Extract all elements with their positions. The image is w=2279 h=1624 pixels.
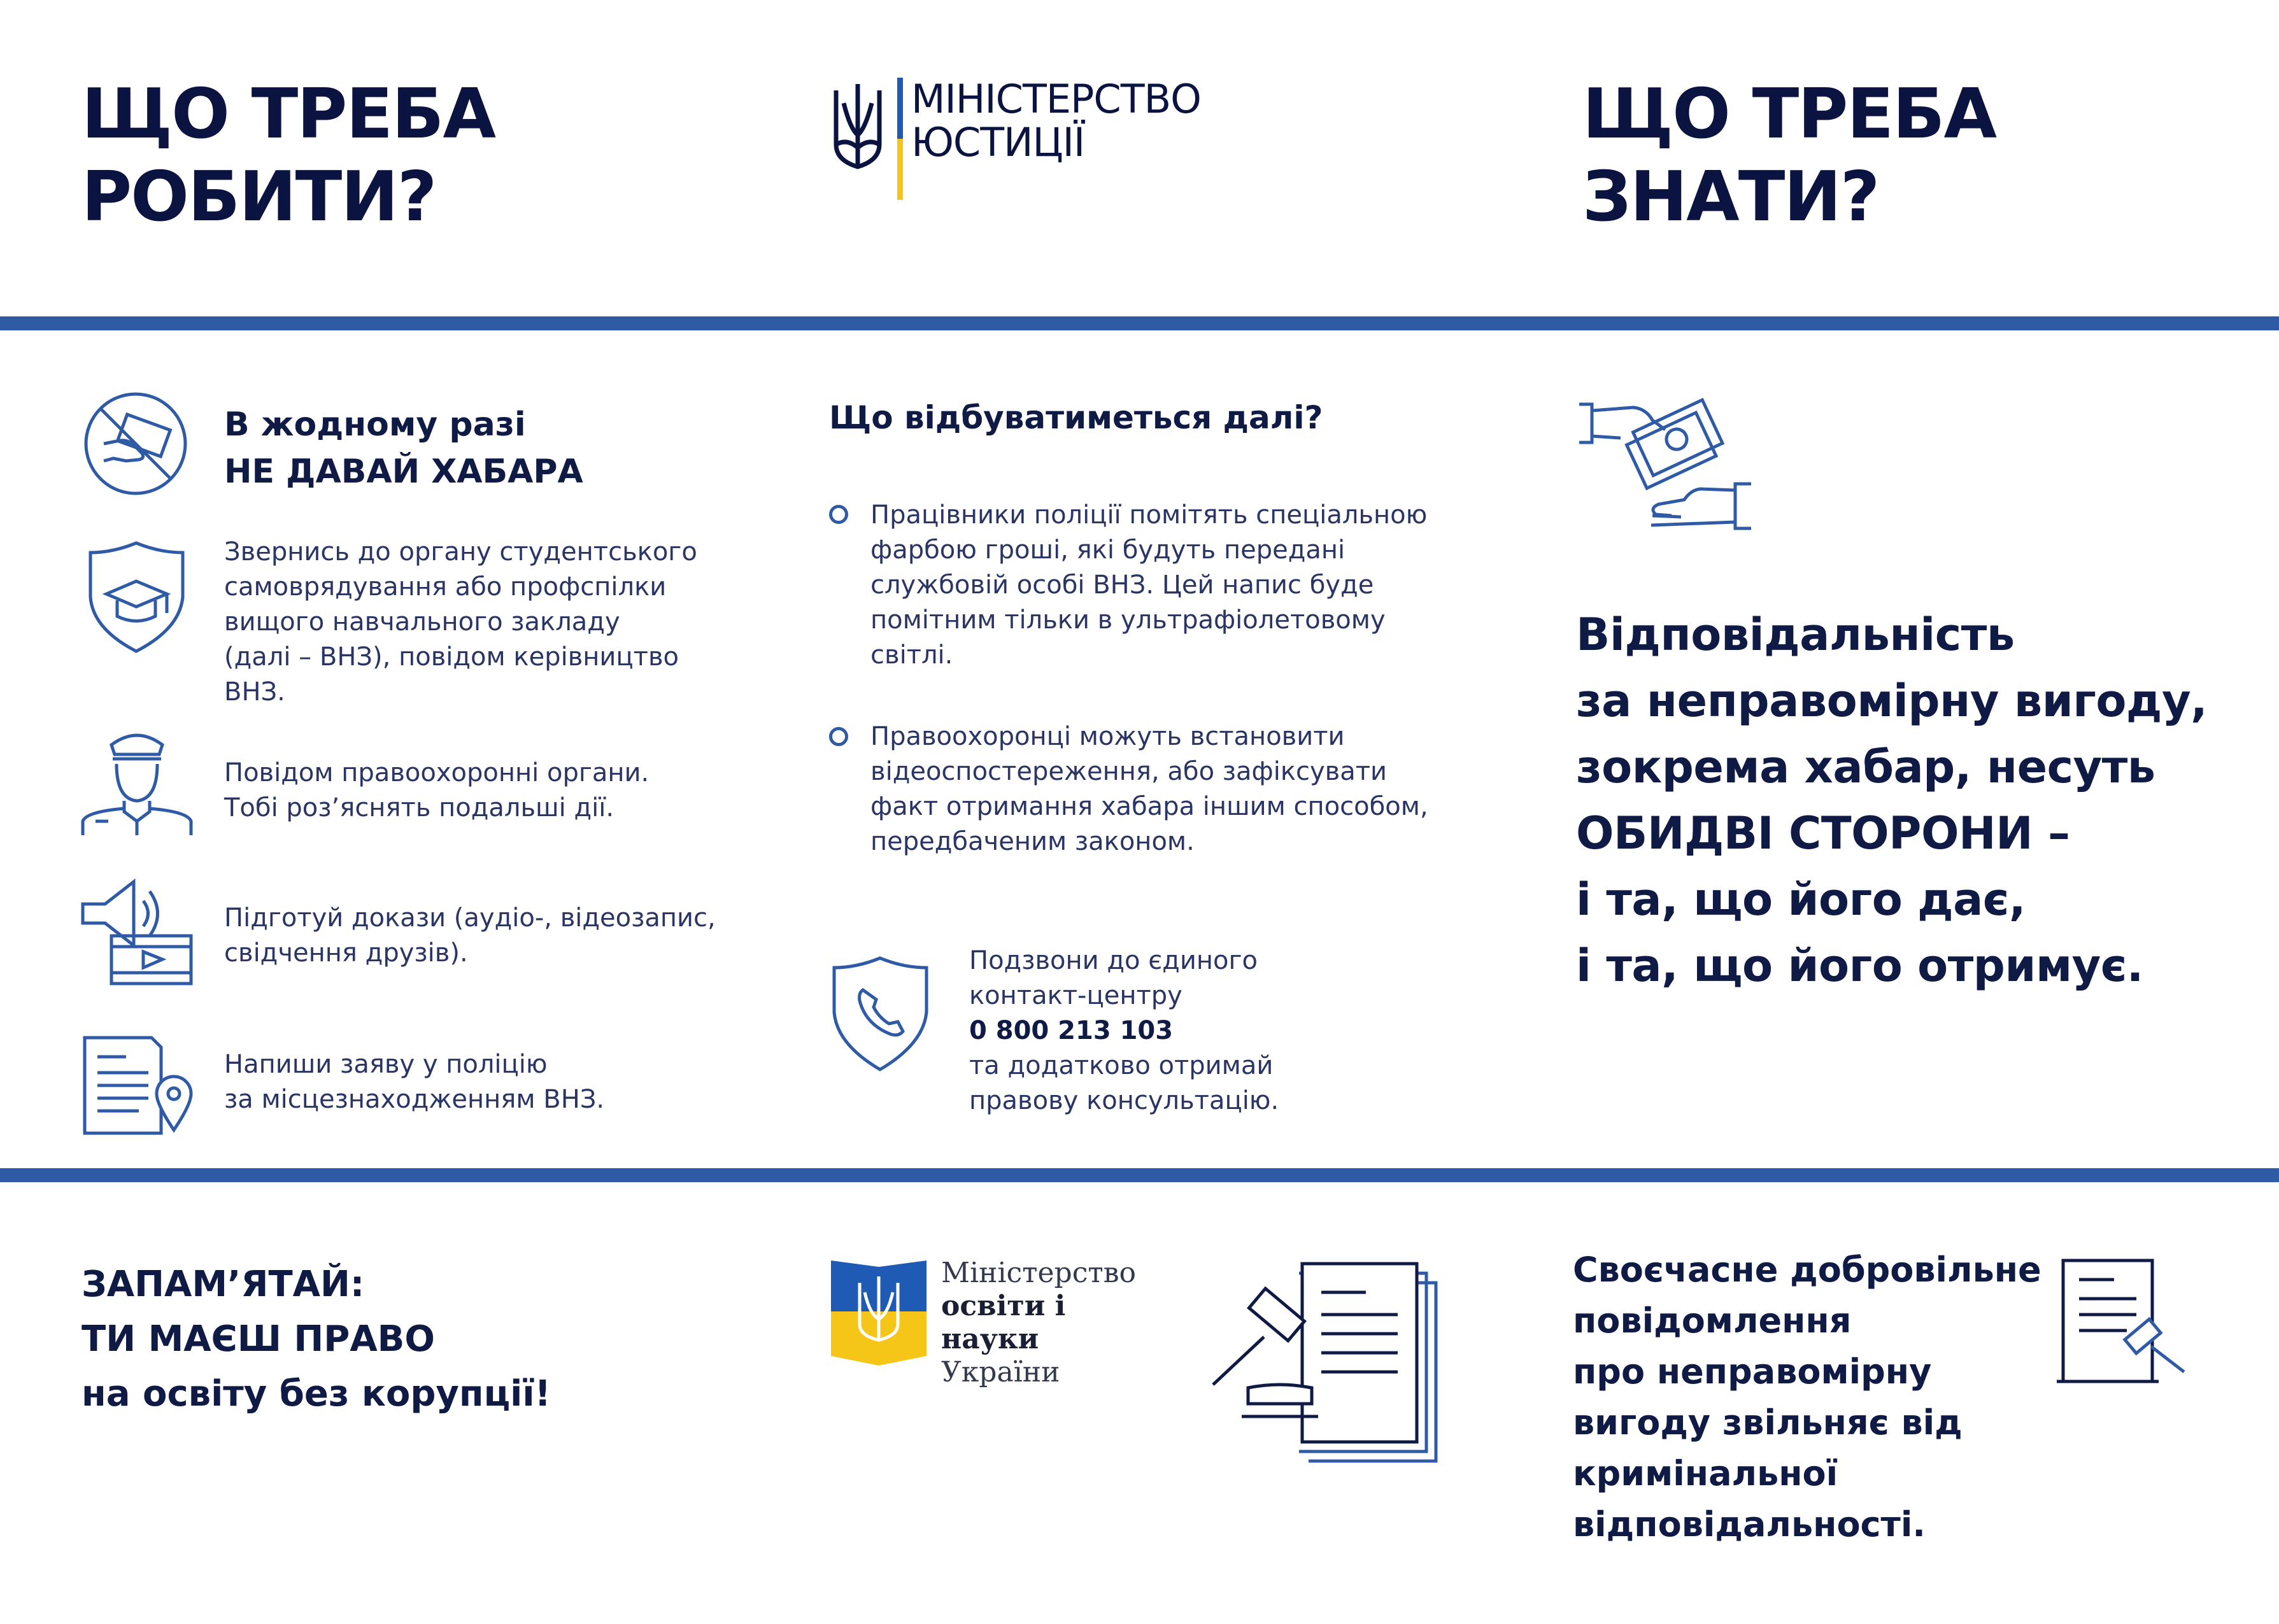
remember-line: ТИ МАЄШ ПРАВО (82, 1318, 435, 1360)
moe-line: України (941, 1356, 1060, 1388)
bottom-divider (0, 1168, 2279, 1182)
bullet-2-line: відеоспостереження, або зафіксувати (870, 757, 1388, 786)
bullet-1-line: помітним тільки в ультрафіолетовому (870, 605, 1386, 635)
left-title-line2: РОБИТИ? (82, 157, 436, 237)
gavel-documents-icon (1207, 1257, 1461, 1467)
phone-number-link[interactable]: 0 800 213 103 (969, 1016, 1174, 1045)
bullet-1-line: світлі. (870, 640, 953, 670)
logo-text (911, 78, 1201, 164)
moe-emblem-icon (828, 1254, 930, 1369)
statement-line: ОБИДВІ СТОРОНИ – (1576, 807, 2070, 859)
no-bribe-heading (224, 401, 583, 495)
contact-line: та додатково отримай (969, 1051, 1274, 1080)
voluntary-line: про неправомірну (1573, 1352, 1932, 1392)
bullet-1-icon (829, 505, 848, 524)
bullet-1-line: фарбою гроші, які будуть передані (870, 535, 1345, 565)
item-4-line: за місцезнаходженням ВНЗ. (224, 1085, 605, 1114)
voluntary-line: Своєчасне добровільне (1573, 1250, 2041, 1290)
bullet-1-line: службовій особі ВНЗ. Цей напис буде (870, 570, 1374, 600)
bullet-2-icon (829, 727, 848, 746)
right-title-line2: ЗНАТИ? (1582, 157, 1879, 237)
no-bribe-heading-line1: В жодному разі (224, 406, 526, 444)
voluntary-line: вигоду звільняє від (1573, 1402, 1963, 1443)
document-gavel-icon (2057, 1257, 2194, 1391)
what-next-heading: Що відбуватиметься далі? (829, 399, 1323, 436)
remember-block (82, 1257, 551, 1422)
logo-line2: ЮСТИЦІЇ (911, 119, 1085, 166)
moe-line: освіти і науки (941, 1290, 1066, 1355)
bullet-1-text (870, 498, 1427, 673)
item-1-line: Звернись до органу студентського (224, 537, 697, 567)
moe-line: Міністерство (941, 1257, 1136, 1289)
no-money-icon (82, 390, 190, 498)
moe-text (941, 1257, 1172, 1389)
logo-line1: МІНІСТЕРСТВО (911, 76, 1201, 122)
flag-yellow-bar (897, 139, 903, 200)
top-divider (0, 316, 2279, 330)
remember-line: на освіту без корупції! (82, 1373, 551, 1415)
statement-line: за неправомірну вигоду, (1576, 675, 2208, 727)
document-location-icon (82, 1034, 196, 1136)
statement-line: Відповідальність (1576, 609, 2015, 661)
trident-icon (831, 84, 885, 173)
left-title-line1: ЩО ТРЕБА (82, 74, 495, 154)
ministry-justice-logo (831, 78, 1200, 205)
remember-line: ЗАПАМ’ЯТАЙ: (82, 1264, 365, 1305)
item-3-line: Підготуй докази (аудіо-, відеозапис, (224, 903, 716, 933)
contact-center-text (969, 943, 1279, 1119)
statement-line: і та, що його дає, (1576, 873, 2026, 926)
voluntary-line: кримінальної (1573, 1453, 1838, 1493)
voluntary-line: повідомлення (1573, 1301, 1852, 1341)
item-3-line: свідчення друзів). (224, 938, 468, 968)
contact-line: Подзвони до єдиного (969, 946, 1258, 975)
bullet-2-line: передбаченим законом. (870, 827, 1195, 856)
bullet-1-line: Працівники поліції помітять спеціальною (870, 500, 1428, 530)
item-1-line: вищого навчального закладу (224, 607, 620, 637)
bribe-handover-icon (1576, 395, 1754, 538)
no-bribe-heading-line2: НЕ ДАВАЙ ХАБАРА (224, 453, 583, 491)
item-2-line: Тобі роз’яснять подальші дії. (224, 793, 614, 823)
voluntary-report-block (1573, 1245, 2041, 1550)
left-title (82, 73, 495, 239)
item-4-text (224, 1047, 604, 1117)
phone-shield-icon (828, 955, 933, 1073)
voluntary-line: відповідальності. (1573, 1504, 1926, 1544)
ministry-education-logo (828, 1254, 1172, 1388)
item-4-line: Напиши заяву у поліцію (224, 1050, 548, 1079)
item-1-line: (далі – ВНЗ), повідом керівництво (224, 642, 679, 672)
police-officer-icon (80, 726, 194, 837)
contact-line: правову консультацію. (969, 1086, 1279, 1115)
item-3-text (224, 901, 716, 971)
statement-line: і та, що його отримує. (1576, 940, 2143, 992)
bullet-2-line: факт отримання хабара іншим способом, (870, 792, 1428, 821)
audio-video-icon (80, 875, 194, 987)
item-1-text (224, 535, 697, 710)
bullet-2-text (870, 719, 1428, 859)
responsibility-statement (1576, 602, 2207, 999)
item-2-line: Повідом правоохоронні органи. (224, 758, 650, 787)
right-title-line1: ЩО ТРЕБА (1582, 74, 1996, 154)
contact-line: контакт-центру (969, 981, 1182, 1010)
item-1-line: самоврядування або профспілки (224, 572, 667, 602)
statement-line: зокрема хабар, несуть (1576, 741, 2155, 793)
item-1-line: ВНЗ. (224, 677, 285, 707)
right-title (1582, 73, 1996, 239)
graduation-shield-icon (84, 540, 189, 654)
item-2-text (224, 756, 649, 826)
flag-blue-bar (897, 78, 903, 139)
bullet-2-line: Правоохоронці можуть встановити (870, 722, 1345, 751)
